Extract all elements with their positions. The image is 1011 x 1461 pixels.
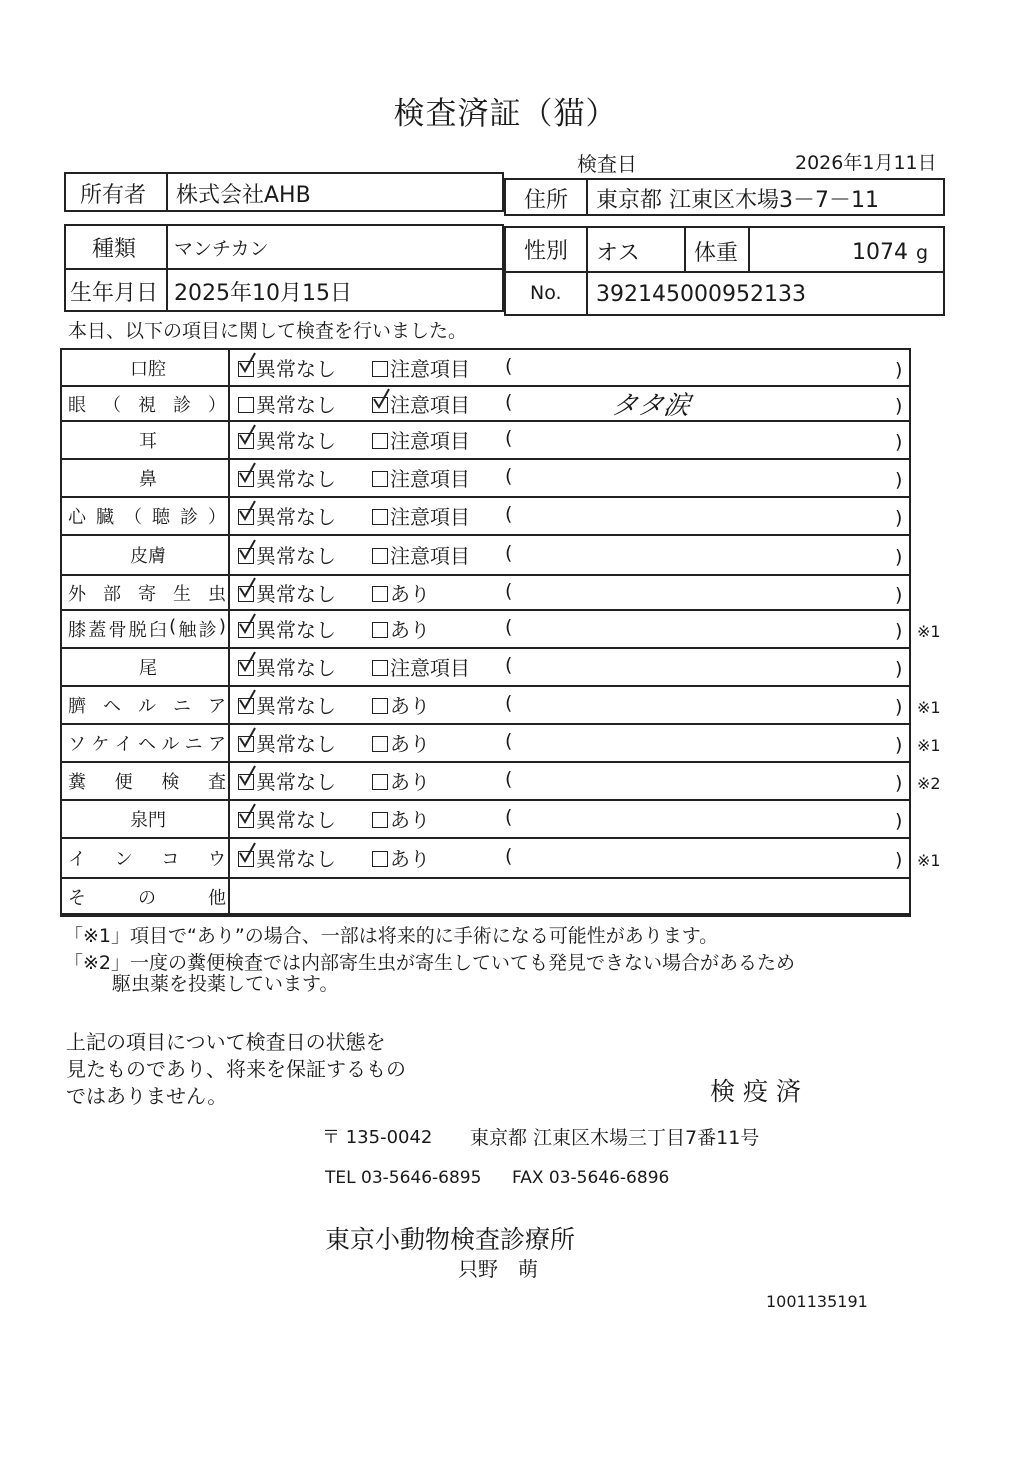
close-paren: ): [895, 696, 903, 718]
sex-value: オス: [596, 241, 640, 266]
option-concern-checkbox[interactable]: [372, 501, 470, 530]
divider: [504, 271, 945, 273]
divider: [60, 685, 911, 687]
open-paren: (: [505, 730, 513, 752]
serial-number: 1001135191: [766, 1292, 868, 1311]
intro-text: 本日、以下の項目に関して検査を行いました。: [68, 320, 468, 342]
checkmark-icon: [237, 577, 257, 601]
close-paren: ): [895, 772, 903, 794]
close-paren: ): [895, 469, 903, 491]
table-row-label: 皮膚: [130, 546, 166, 567]
option-normal-label: 異常なし: [256, 393, 336, 417]
close-paren: ): [895, 507, 903, 529]
option-concern-checkbox[interactable]: [372, 804, 430, 833]
table-row-label: 泉門: [130, 810, 166, 831]
divider: [166, 172, 168, 212]
checkmark-icon: [237, 424, 257, 448]
option-concern-label: あり: [390, 770, 430, 794]
close-paren: ): [895, 359, 903, 381]
close-paren: ): [895, 734, 903, 756]
table-row-label: 心 臓 （ 聴 診 ）: [68, 507, 226, 528]
footnote-1: 「※1」項目で“あり”の場合、一部は将来的に手術になる可能性があります。: [64, 925, 719, 947]
divider: [60, 761, 911, 763]
weight-label: 体重: [694, 241, 739, 266]
option-concern-label: 注意項目: [390, 544, 470, 568]
breed-label: 種類: [92, 237, 137, 262]
option-normal-label: 異常なし: [256, 694, 336, 718]
close-paren: ): [895, 849, 903, 871]
divider: [228, 348, 230, 915]
option-concern-checkbox[interactable]: [372, 425, 470, 454]
divider: [60, 574, 911, 576]
note-marker: ※1: [917, 622, 941, 641]
clinic-name: 東京小動物検査診療所: [325, 1225, 576, 1254]
sex-label: 性別: [524, 239, 569, 264]
divider: [60, 837, 911, 839]
inspection-date-label: 検査日: [577, 152, 637, 176]
table-row-label: イ ン コ ウ: [68, 849, 226, 870]
table-row-label: 鼻: [139, 469, 157, 490]
option-concern-label: 注意項目: [390, 467, 470, 491]
option-normal-checkbox[interactable]: [238, 690, 336, 719]
checkmark-icon: [237, 765, 257, 789]
table-row-label: 臍 ヘ ル ニ ア: [68, 696, 226, 717]
option-normal-checkbox[interactable]: [238, 578, 336, 607]
table-row-label: 口腔: [130, 359, 166, 380]
checkmark-icon: [237, 689, 257, 713]
open-paren: (: [505, 503, 513, 525]
open-paren: (: [505, 542, 513, 564]
divider: [60, 799, 911, 801]
option-concern-label: 注意項目: [390, 357, 470, 381]
option-concern-label: 注意項目: [390, 656, 470, 680]
number-label: No.: [530, 282, 562, 304]
divider: [60, 420, 911, 422]
checkmark-icon: [237, 500, 257, 524]
inspection-date-value: 2026年1月11日: [795, 152, 937, 174]
note-marker: ※1: [917, 698, 941, 717]
divider: [60, 385, 911, 387]
option-concern-label: あり: [390, 808, 430, 832]
table-row-label: 糞 便 検 査: [68, 772, 226, 793]
option-normal-label: 異常なし: [256, 770, 336, 794]
disclaimer-line-3: ではありません。: [66, 1084, 228, 1108]
clinic-tel: TEL 03-5646-6895: [325, 1168, 482, 1188]
option-normal-label: 異常なし: [256, 467, 336, 491]
weight-unit: g: [916, 242, 929, 264]
document-title: 検査済証（猫）: [393, 96, 618, 132]
option-normal-checkbox[interactable]: [238, 728, 336, 757]
option-concern-checkbox[interactable]: [372, 766, 430, 795]
open-paren: (: [505, 391, 513, 413]
divider: [684, 226, 686, 271]
note-marker: ※1: [917, 736, 941, 755]
checkmark-icon: [237, 539, 257, 563]
option-normal-checkbox[interactable]: [238, 353, 336, 382]
close-paren: ): [895, 810, 903, 832]
postal-code: 〒 135-0042: [322, 1127, 433, 1148]
divider: [60, 609, 911, 611]
option-normal-label: 異常なし: [256, 357, 336, 381]
checkmark-icon: [237, 803, 257, 827]
divider: [60, 647, 911, 649]
weight-value: 1074: [852, 240, 908, 265]
divider: [748, 226, 750, 271]
option-normal-checkbox[interactable]: [238, 425, 336, 454]
table-row-label: 膝 蓋 骨 脱 臼 ( 触 診 ): [68, 616, 226, 641]
owner-label: 所有者: [80, 183, 147, 208]
inspection-stamp: 検 疫 済: [710, 1077, 801, 1106]
option-concern-checkbox[interactable]: [372, 389, 470, 418]
divider: [166, 224, 168, 312]
checkmark-icon: [371, 388, 391, 412]
breed-value: マンチカン: [174, 238, 269, 260]
close-paren: ): [895, 620, 903, 642]
clinic-address: 東京都 江東区木場三丁目7番11号: [470, 1127, 760, 1149]
option-normal-checkbox[interactable]: [238, 501, 336, 530]
option-concern-checkbox[interactable]: [372, 353, 470, 382]
option-normal-checkbox[interactable]: [238, 463, 336, 492]
option-normal-label: 異常なし: [256, 732, 336, 756]
option-normal-checkbox[interactable]: [238, 389, 336, 418]
option-normal-checkbox[interactable]: [238, 843, 336, 872]
footnote-2: 「※2」一度の糞便検査では内部寄生虫が寄生していても発見できない場合があるため: [64, 952, 796, 974]
table-row-label: 尾: [139, 658, 157, 679]
option-concern-label: あり: [390, 847, 430, 871]
open-paren: (: [505, 616, 513, 638]
checkmark-icon: [237, 727, 257, 751]
close-paren: ): [895, 658, 903, 680]
option-normal-checkbox[interactable]: [238, 540, 336, 569]
option-normal-checkbox[interactable]: [238, 614, 336, 643]
open-paren: (: [505, 427, 513, 449]
divider: [586, 178, 588, 216]
option-normal-label: 異常なし: [256, 847, 336, 871]
footnote-2-cont: 駆虫薬を投薬しています。: [112, 973, 339, 995]
close-paren: ): [895, 584, 903, 606]
disclaimer-line-2: 見たものであり、将来を保証するもの: [66, 1057, 406, 1081]
divider: [60, 458, 911, 460]
option-concern-checkbox[interactable]: [372, 728, 430, 757]
option-normal-checkbox[interactable]: [238, 652, 336, 681]
option-concern-label: あり: [390, 582, 430, 606]
option-concern-checkbox[interactable]: [372, 463, 470, 492]
table-row-label: ソ ケ イ ヘ ル ニ ア: [68, 734, 226, 755]
option-normal-checkbox[interactable]: [238, 804, 336, 833]
birth-value: 2025年10月15日: [174, 281, 352, 306]
option-normal-label: 異常なし: [256, 618, 336, 642]
option-concern-checkbox[interactable]: [372, 540, 470, 569]
option-concern-label: 注意項目: [390, 393, 470, 417]
checkmark-icon: [237, 651, 257, 675]
open-paren: (: [505, 654, 513, 676]
option-normal-label: 異常なし: [256, 656, 336, 680]
divider: [64, 268, 504, 270]
option-concern-label: あり: [390, 618, 430, 642]
option-normal-label: 異常なし: [256, 505, 336, 529]
divider: [60, 877, 911, 879]
table-row-label: 眼 （ 視 診 ）: [68, 395, 226, 416]
divider: [60, 723, 911, 725]
option-concern-label: 注意項目: [390, 505, 470, 529]
option-concern-label: あり: [390, 732, 430, 756]
birth-label: 生年月日: [70, 281, 159, 306]
clinic-fax: FAX 03-5646-6896: [512, 1168, 670, 1188]
checkmark-icon: [237, 613, 257, 637]
checkmark-icon: [237, 352, 257, 376]
divider: [60, 534, 911, 536]
open-paren: (: [505, 355, 513, 377]
note-marker: ※1: [917, 851, 941, 870]
close-paren: ): [895, 431, 903, 453]
option-normal-label: 異常なし: [256, 429, 336, 453]
option-normal-label: 異常なし: [256, 544, 336, 568]
open-paren: (: [505, 580, 513, 602]
option-concern-label: あり: [390, 694, 430, 718]
other-row-label: そ の 他: [68, 888, 226, 909]
vet-name: 只野 萌: [458, 1257, 538, 1281]
number-value: 392145000952133: [596, 282, 806, 307]
checkmark-icon: [237, 462, 257, 486]
option-normal-label: 異常なし: [256, 582, 336, 606]
divider: [60, 496, 911, 498]
open-paren: (: [505, 806, 513, 828]
divider: [60, 915, 911, 917]
divider: [586, 226, 588, 316]
option-normal-checkbox[interactable]: [238, 766, 336, 795]
option-concern-checkbox[interactable]: [372, 578, 430, 607]
note-marker: ※2: [917, 774, 941, 793]
owner-value: 株式会社AHB: [176, 183, 311, 208]
option-concern-checkbox[interactable]: [372, 690, 430, 719]
table-row-label: 耳: [139, 431, 157, 452]
open-paren: (: [505, 768, 513, 790]
checkmark-icon: [237, 842, 257, 866]
handwritten-comment: タタ涙: [609, 391, 692, 421]
open-paren: (: [505, 845, 513, 867]
address-label: 住所: [524, 188, 569, 213]
option-normal-label: 異常なし: [256, 808, 336, 832]
open-paren: (: [505, 465, 513, 487]
option-concern-checkbox[interactable]: [372, 614, 430, 643]
address-value: 東京都 江東区木場3－7－11: [596, 188, 879, 213]
option-concern-label: 注意項目: [390, 429, 470, 453]
close-paren: ): [895, 395, 903, 417]
table-row-label: 外 部 寄 生 虫: [68, 584, 226, 605]
open-paren: (: [505, 692, 513, 714]
option-concern-checkbox[interactable]: [372, 652, 470, 681]
option-concern-checkbox[interactable]: [372, 843, 430, 872]
disclaimer-line-1: 上記の項目について検査日の状態を: [66, 1030, 386, 1054]
close-paren: ): [895, 546, 903, 568]
